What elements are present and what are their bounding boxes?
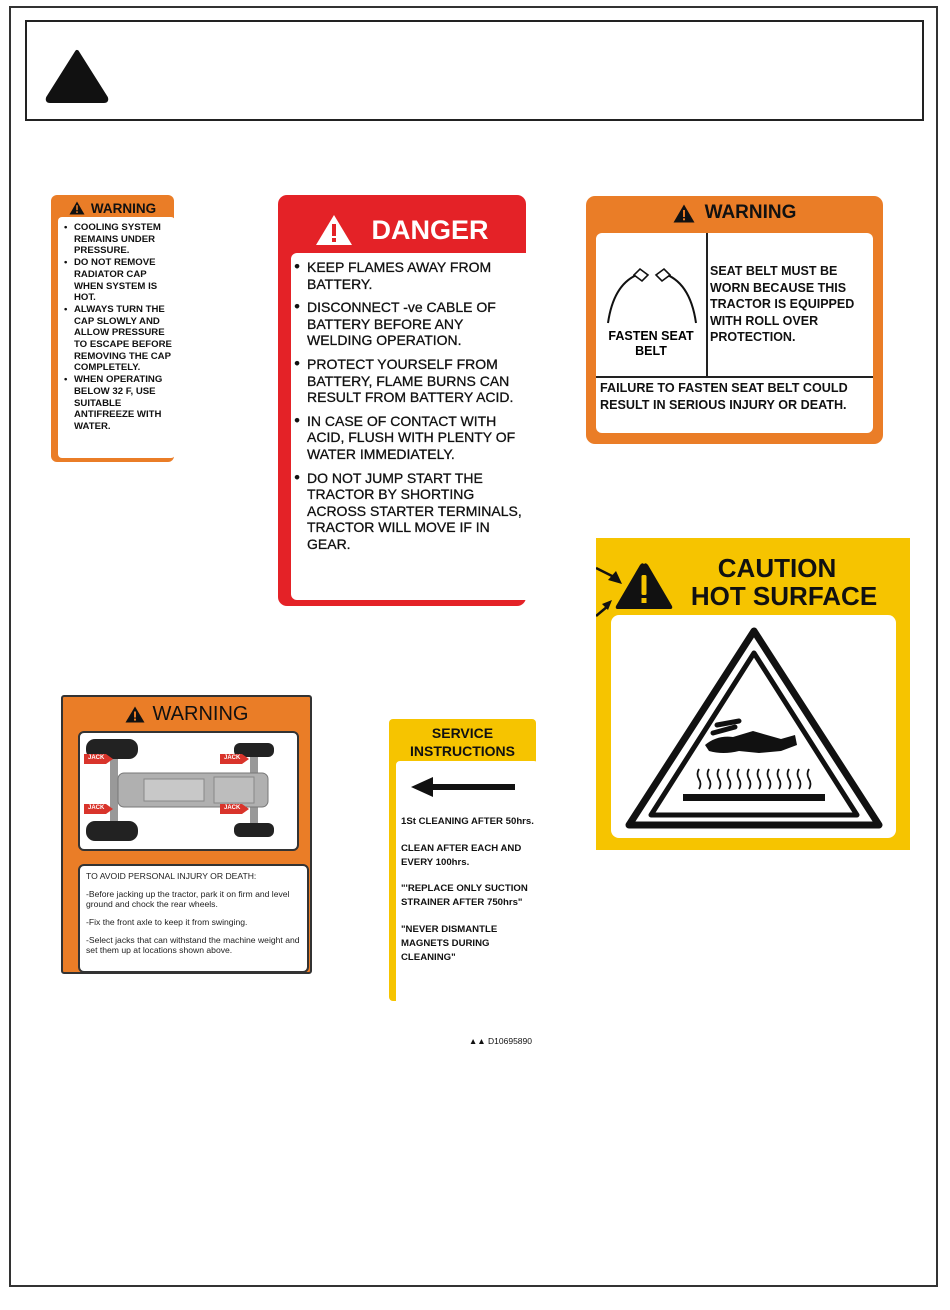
- seatbelt-right-text: SEAT BELT MUST BE WORN BECAUSE THIS TRACTOR IS EQUIPPED WITH ROLL OVER PROTECTION.: [710, 264, 855, 344]
- service-label-code: ▲▲ D10695890: [468, 1036, 532, 1046]
- jack-text-line: -Before jacking up the tractor, park it on firm and level ground and chock the rear wheels.: [86, 889, 290, 909]
- danger-item: ● IN CASE OF CONTACT WITH ACID, FLUSH WITH PLENTY OF WATER IMMEDIATELY.: [307, 413, 529, 463]
- seatbelt-icon: [604, 263, 700, 325]
- jacking-warning-label: [61, 695, 312, 974]
- caution-line2: HOT SURFACE: [690, 581, 878, 611]
- warning-triangle-icon: [69, 201, 85, 215]
- warning-triangle-icon: [125, 706, 145, 723]
- seatbelt-label-title: WARNING: [704, 202, 797, 223]
- divider: [706, 233, 708, 376]
- hot-surface-icon: [625, 627, 883, 829]
- cooling-warning-label: [51, 195, 174, 462]
- cooling-item: • WHEN OPERATING BELOW 32 F, USE SUITABLE ANTIFREEZE WITH WATER.: [63, 374, 172, 433]
- divider: [596, 376, 873, 378]
- hot-surface-caution-label: [596, 538, 910, 850]
- jack-point-tag: JACK: [224, 805, 241, 811]
- warning-triangle-icon: [673, 204, 695, 223]
- danger-label-title: DANGER: [371, 214, 489, 245]
- danger-item: ● DO NOT JUMP START THE TRACTOR BY SHORTING ACROSS STARTER TERMINALS, TRACTOR WILL MOVE IF IN GEAR.: [307, 470, 529, 553]
- danger-item: ● DISCONNECT -ve CABLE OF BATTERY BEFORE ANY WELDING OPERATION.: [307, 299, 529, 349]
- warning-triangle-icon: [315, 214, 353, 246]
- seatbelt-label-header: [586, 196, 883, 230]
- jack-point-tag: JACK: [88, 755, 105, 761]
- header-box: [25, 20, 924, 121]
- warning-triangle-icon: [614, 562, 674, 610]
- jack-point-tag: JACK: [224, 755, 241, 761]
- cooling-label-body: [58, 217, 175, 458]
- danger-label-body: [291, 253, 535, 600]
- jack-point-tag: JACK: [88, 805, 105, 811]
- service-item: "NEVER DISMANTLE MAGNETS DURING CLEANING": [401, 923, 498, 963]
- jack-text-line: -Select jacks that can withstand the machine weight and set them up at locations shown above.: [86, 935, 300, 955]
- danger-item: ● KEEP FLAMES AWAY FROM BATTERY.: [307, 259, 529, 292]
- tractor-topview-icon: [84, 737, 291, 843]
- cooling-label-header: [51, 195, 174, 219]
- cooling-item: • COOLING SYSTEM REMAINS UNDER PRESSURE.: [63, 222, 172, 257]
- danger-item: ● PROTECT YOURSELF FROM BATTERY, FLAME BURNS CAN RESULT FROM BATTERY ACID.: [307, 356, 529, 406]
- jack-text-line: TO AVOID PERSONAL INJURY OR DEATH:: [86, 871, 257, 881]
- cooling-item: • DO NOT REMOVE RADIATOR CAP WHEN SYSTEM IS HOT.: [63, 257, 172, 304]
- caution-line1: CAUTION: [717, 553, 837, 583]
- danger-label-header: [278, 195, 526, 261]
- service-header-line1: SERVICE: [431, 725, 494, 741]
- service-label-header: [389, 719, 536, 763]
- service-item: CLEAN AFTER EACH AND EVERY 100hrs.: [401, 842, 522, 868]
- service-item: 1St CLEANING AFTER 50hrs.: [401, 816, 534, 827]
- jack-text-line: -Fix the front axle to keep it from swinging.: [86, 917, 248, 927]
- seatbelt-label-body: [596, 233, 873, 433]
- service-label-body: [396, 761, 538, 1049]
- jack-label-text: [78, 864, 309, 973]
- arrow-left-icon: [411, 777, 516, 797]
- service-item: "'REPLACE ONLY SUCTION STRAINER AFTER 750hrs": [401, 883, 528, 909]
- seatbelt-bottom-text: FAILURE TO FASTEN SEAT BELT COULD RESULT IN SERIOUS INJURY OR DEATH.: [600, 381, 848, 412]
- service-instructions-label: [389, 719, 536, 1046]
- tractor-jack-diagram: [78, 731, 299, 851]
- warning-triangle-icon: [44, 48, 110, 104]
- jack-label-title: WARNING: [152, 702, 249, 725]
- caution-label-body: [611, 615, 896, 838]
- seatbelt-warning-label: [586, 196, 883, 444]
- service-header-line2: INSTRUCTIONS: [410, 743, 515, 759]
- battery-danger-label: [278, 195, 526, 606]
- seatbelt-icon-caption: FASTEN SEAT BELT: [608, 329, 694, 358]
- cooling-label-title: WARNING: [90, 200, 157, 216]
- jack-label-header: [63, 697, 310, 731]
- cooling-item: • ALWAYS TURN THE CAP SLOWLY AND ALLOW PRESSURE TO ESCAPE BEFORE REMOVING THE CAP COMPLETELY.: [63, 304, 172, 374]
